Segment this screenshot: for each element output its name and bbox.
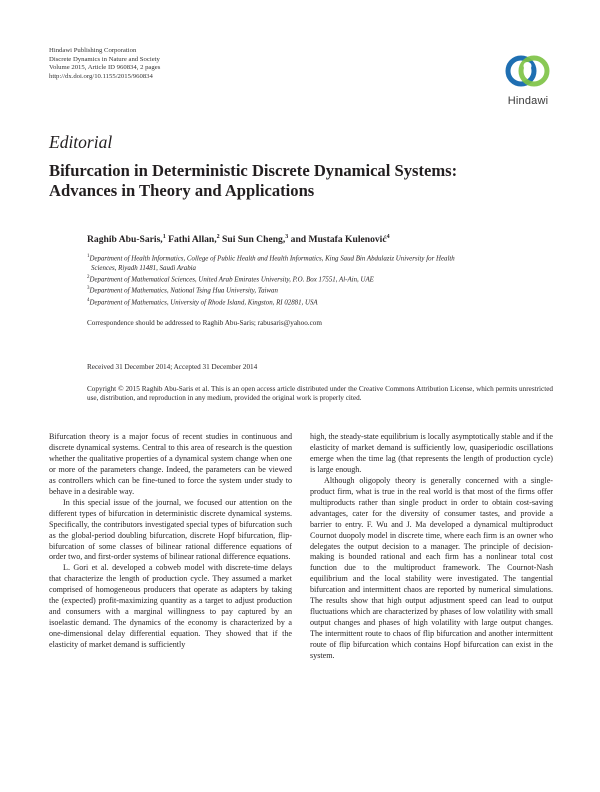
correspondence-line: Correspondence should be addressed to Raghib Abu-Saris; rabusaris@yahoo.com — [87, 319, 322, 327]
paragraph: L. Gori et al. developed a cobweb model with discrete-time delays that characterize the length of production cycle. They assumed a market comprised of homogeneous producers that operate as adapters by taking the (expected) profit-maximizing quantity as a target to adjust production and consumers with a marginal willingness to pay captured by an isoelastic demand. The dynamics of the economy is characterized by a one-dimensional delay differential equation. They showed that if the elasticity of market demand is sufficiently — [49, 563, 292, 650]
affiliation-list — [87, 252, 557, 307]
author-affil-marker: 4 — [386, 234, 390, 240]
author-affil-marker: 2 — [216, 234, 220, 240]
paragraph: high, the steady-state equilibrium is locally asymptotically stable and if the elasticity of market demand is sufficiently low, quasiperiodic oscillations emerge when the time lag (that represents the length of production cycle) is large enough. — [310, 432, 553, 474]
affil-text: Department of Mathematics, University of Rhode Island, Kingston, RI 02881, USA — [89, 299, 318, 306]
affil-number: 1 — [87, 254, 90, 259]
journal-name: Discrete Dynamics in Nature and Society — [49, 55, 160, 63]
paragraph: Bifurcation theory is a major focus of recent studies in continuous and discrete dynamical systems. Central to this area of research is the question whether the qualitative properties of a dynamical system change when one or more of the parameters change. Indeed, the parameters can be viewed as controllers which can be fine-tuned to force the system under study to behave in a desirable way. — [49, 432, 292, 496]
author-name: Raghib Abu-Saris, — [87, 234, 163, 246]
title-line-2: Advances in Theory and Applications — [49, 181, 315, 200]
article-title — [49, 161, 549, 201]
publisher-name: Hindawi Publishing Corporation — [49, 47, 137, 54]
affil-text-cont: Sciences, Riyadh 11481, Saudi Arabia — [91, 264, 197, 272]
affil-text: Department of Mathematics, National Tsing Hua University, Taiwan — [89, 287, 278, 295]
affil-text: Department of Mathematical Sciences, United Arab Emirates University, P.O. Box 17551, Al-Ain, UAE — [89, 276, 374, 283]
logo-wordmark: Hindawi — [507, 95, 549, 107]
copyright-notice: Copyright © 2015 Raghib Abu-Saris et al. This is an open access article distributed under the Creative Commons Attribution License, which permits unrestricted use, distribution, and reproduction in any medium, provided the original work is properly cited. — [87, 385, 553, 403]
publication-info — [49, 47, 160, 81]
author-name: Sui Sun Cheng, — [222, 234, 286, 246]
doi-link[interactable]: http://dx.doi.org/10.1155/2015/960834 — [49, 72, 153, 80]
title-line-1: Bifurcation in Deterministic Discrete Dynamical Systems: — [49, 161, 458, 180]
affil-number: 3 — [87, 286, 90, 292]
volume-info: Volume 2015, Article ID 960834, 2 pages — [49, 64, 161, 72]
author-list — [87, 234, 390, 245]
paragraph: Although oligopoly theory is generally concerned with a single-product firm, what is true in the real world is that most of the firms offer multiproducts rather than single product in order to obtain cost-saving advantages, cater for the diversity of consumer tastes, and provide a barrier to entry. F. Wu and J. Ma developed a dynamical multiproduct Cournot duopoly model in discrete time, where each firm is an owner who delegates the output decision to a manager. The principle of decision-making is bounded rational and each firm has a nonlinear total cost function due to the multiproduct framework. The Cournot-Nash equilibrium and the local stability were investigated. The tangential bifurcation and intermittent chaos are reported by numerical simulations. The results show that high output adjustment speed can lead to output fluctuations which are characterized by phases of low volatility with small output changes and phases of high volatility with large output changes. The intermittent route to chaos of flip bifurcation and another intermittent route of flip bifurcation which contains Hopf bifurcation can exist in the system. — [310, 475, 553, 661]
body-column-right — [310, 432, 553, 662]
affiliation — [87, 252, 557, 273]
affil-number: 2 — [87, 274, 90, 280]
author-affil-marker: 3 — [285, 234, 289, 240]
author-name: and Mustafa Kulenović — [290, 234, 387, 246]
author-name: Fathi Allan, — [168, 234, 217, 246]
affiliation — [87, 284, 557, 296]
body-column-left — [49, 432, 292, 651]
author-affil-marker: 1 — [162, 234, 166, 240]
paragraph: In this special issue of the journal, we focused our attention on the different types of bifurcation in deterministic discrete dynamical systems. Specifically, the contributors investigated special types of bifurcation such as the global-period doubling bifurcation, discrete Hopf bifurcation, flip-bifurcation of some classes of bilinear rational difference equations of order two, and first-order systems of bilinear rational difference equations. — [49, 497, 292, 562]
affil-text: Department of Health Informatics, College of Public Health and Health Informatics, King Saud Bin Abdulaziz University for Health — [89, 255, 455, 263]
received-accepted-dates: Received 31 December 2014; Accepted 31 December 2014 — [87, 363, 258, 371]
affiliation — [87, 296, 557, 308]
section-label: Editorial — [49, 132, 113, 152]
affiliation — [87, 273, 557, 285]
affil-number: 4 — [87, 297, 90, 303]
